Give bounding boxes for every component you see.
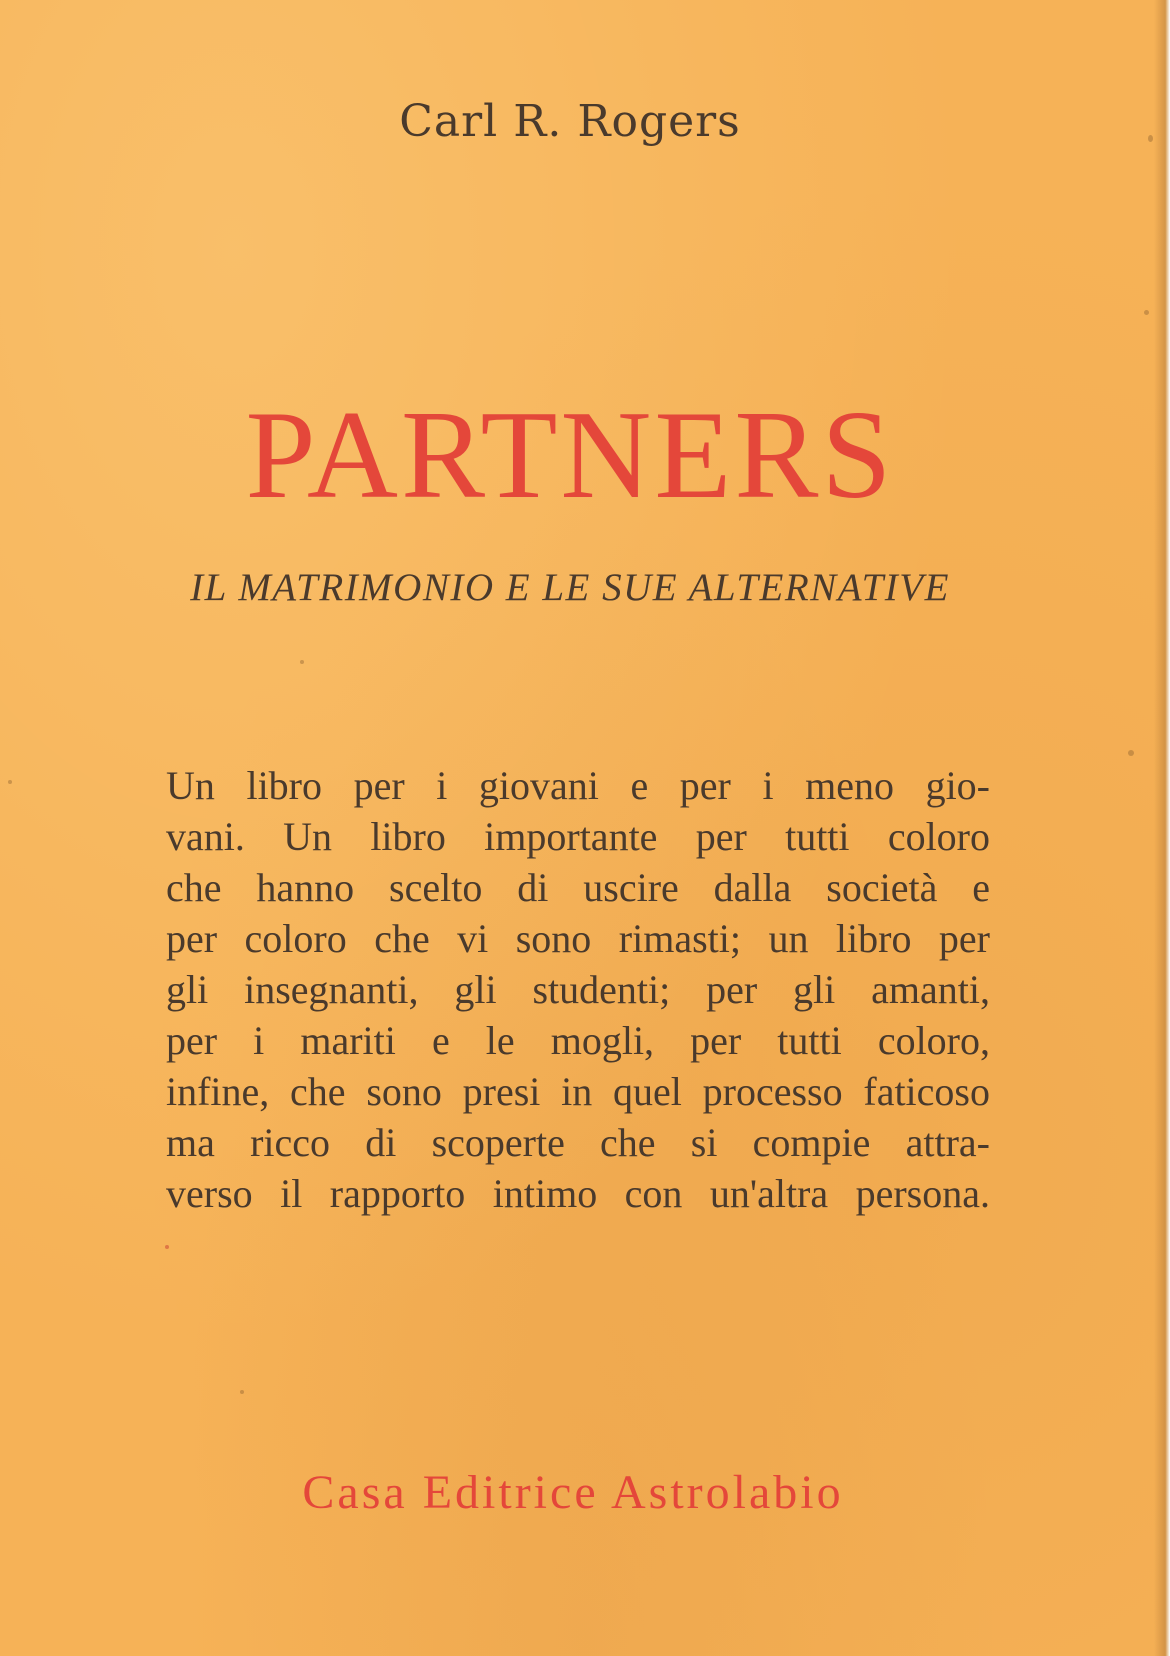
blurb-line: verso il rapporto intimo con un'altra persona.: [166, 1171, 990, 1216]
blurb-line: vani. Un libro importante per tutti coloro: [166, 814, 990, 859]
paper-speck: [8, 780, 12, 784]
book-subtitle: IL MATRIMONIO E LE SUE ALTERNATIVE: [190, 566, 950, 609]
blurb-line: gli insegnanti, gli studenti; per gli amanti,: [166, 967, 990, 1012]
book-title: PARTNERS: [245, 386, 895, 525]
blurb-line: per i mariti e le mogli, per tutti coloro,: [166, 1018, 990, 1063]
paper-speck: [1144, 310, 1149, 315]
cover-blurb: [166, 760, 990, 1219]
blurb-line: infine, che sono presi in quel processo faticoso: [166, 1069, 990, 1114]
blurb-line: Un libro per i giovani e per i meno gio-: [166, 763, 990, 808]
publisher-name: Casa Editrice Astrolabio: [302, 1466, 844, 1519]
paper-speck: [1128, 750, 1134, 756]
cover-edge-shadow: [1154, 0, 1170, 1656]
paper-speck: [165, 1245, 169, 1249]
paper-speck: [1148, 135, 1153, 142]
blurb-line: ma ricco di scoperte che si compie attra-: [166, 1120, 990, 1165]
paper-speck: [240, 1390, 244, 1394]
blurb-line: che hanno scelto di uscire dalla società e: [166, 865, 990, 910]
blurb-line: per coloro che vi sono rimasti; un libro per: [166, 916, 990, 961]
author-name: Carl R. Rogers: [399, 96, 741, 147]
paper-speck: [300, 660, 304, 664]
